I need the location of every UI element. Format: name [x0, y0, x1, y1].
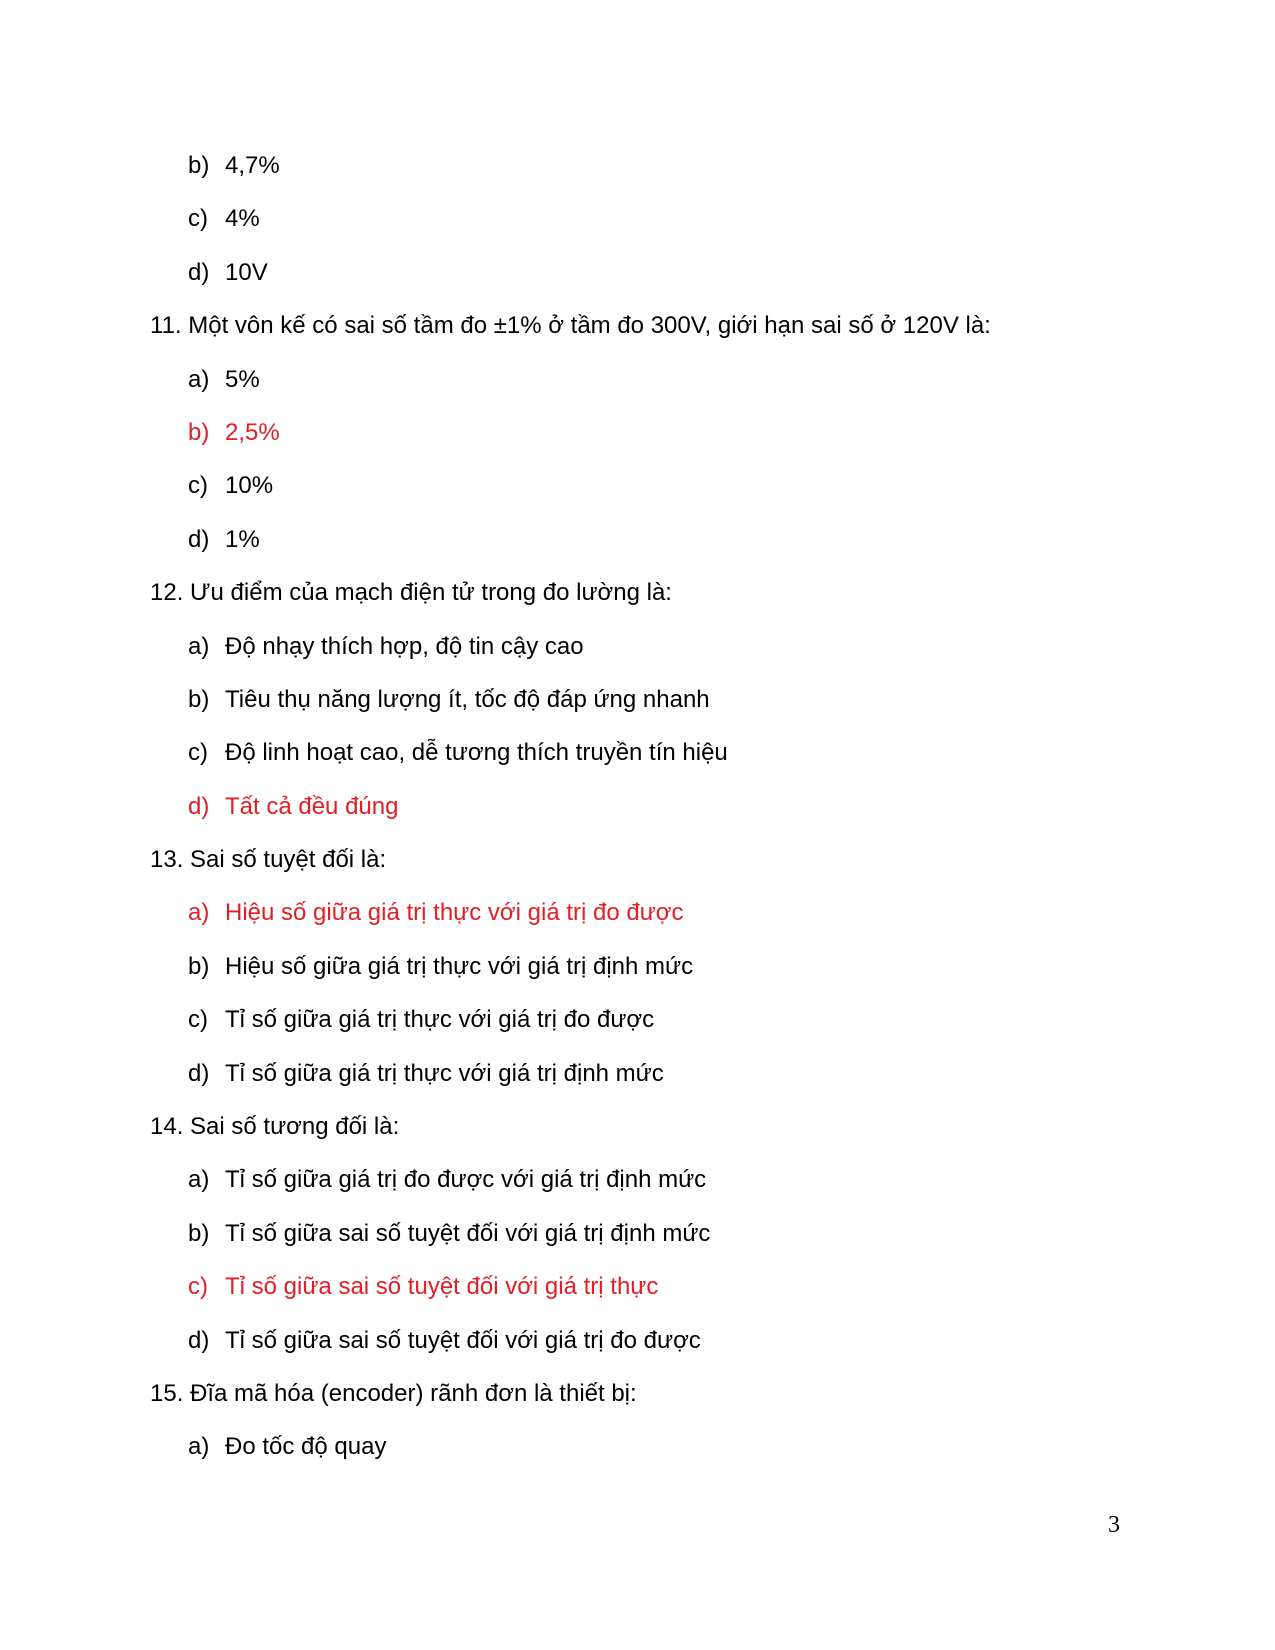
answer-option	[150, 1207, 1150, 1260]
option-text: 1%	[225, 525, 260, 553]
option-text: Độ linh hoạt cao, dễ tương thích truyền tín hiệu	[225, 739, 728, 767]
option-text: Hiệu số giữa giá trị thực với giá trị đo được	[225, 899, 684, 927]
answer-option	[150, 139, 1150, 192]
answer-option	[150, 620, 1150, 673]
answer-option	[150, 993, 1150, 1046]
answer-option	[150, 459, 1150, 512]
answer-option	[150, 673, 1150, 726]
option-text: Tỉ số giữa giá trị thực với giá trị định mức	[225, 1059, 664, 1087]
option-letter: a)	[188, 365, 210, 393]
answer-option	[150, 726, 1150, 779]
option-letter: d)	[188, 1326, 210, 1354]
question-text: 11. Một vôn kế có sai số tầm đo ±1% ở tầm đo 300V, giới hạn sai số ở 120V là:	[150, 312, 991, 340]
option-letter: b)	[188, 685, 210, 713]
option-letter: d)	[188, 792, 210, 820]
option-text: Tỉ số giữa giá trị thực với giá trị đo được	[225, 1006, 655, 1034]
option-text: Tỉ số giữa giá trị đo được với giá trị định mức	[225, 1166, 707, 1194]
answer-option	[150, 940, 1150, 993]
option-text: Tỉ số giữa sai số tuyệt đối với giá trị thực	[225, 1273, 659, 1301]
option-text: 2,5%	[225, 418, 280, 446]
question-text: 15. Đĩa mã hóa (encoder) rãnh đơn là thiết bị:	[150, 1379, 637, 1407]
option-text: 4,7%	[225, 152, 280, 179]
option-text: Đo tốc độ quay	[225, 1433, 387, 1461]
option-letter: d)	[188, 1059, 210, 1087]
option-text: 5%	[225, 365, 260, 393]
answer-option	[150, 1420, 1150, 1473]
option-text: Tiêu thụ năng lượng ít, tốc độ đáp ứng nhanh	[225, 685, 710, 713]
option-letter: c)	[188, 739, 208, 767]
option-text: 10V	[225, 258, 268, 286]
option-letter: c)	[188, 472, 208, 500]
option-letter: c)	[188, 1273, 208, 1301]
option-text: Tỉ số giữa sai số tuyệt đối với giá trị định mức	[225, 1219, 711, 1247]
option-text: Tất cả đều đúng	[225, 792, 399, 820]
option-letter: a)	[188, 632, 210, 660]
option-letter: d)	[188, 525, 210, 553]
answer-option	[150, 1047, 1150, 1100]
option-text: Tỉ số giữa sai số tuyệt đối với giá trị đo được	[225, 1326, 701, 1354]
answer-option	[150, 406, 1150, 459]
option-letter: c)	[188, 1006, 208, 1034]
answer-option	[150, 246, 1150, 299]
option-letter: d)	[188, 258, 210, 286]
answer-option	[150, 1314, 1150, 1367]
option-letter: b)	[188, 952, 210, 980]
answer-option	[150, 353, 1150, 406]
answer-option	[150, 192, 1150, 245]
option-letter: b)	[188, 418, 210, 446]
option-text: Hiệu số giữa giá trị thực với giá trị định mức	[225, 952, 694, 980]
answer-option	[150, 513, 1150, 566]
option-text: 10%	[225, 472, 274, 500]
option-text: 4%	[225, 205, 260, 233]
answer-option	[150, 886, 1150, 939]
option-letter: b)	[188, 1219, 210, 1247]
page-number: 3	[1108, 1512, 1120, 1538]
option-letter: a)	[188, 899, 210, 927]
question-text: 13. Sai số tuyệt đối là:	[150, 846, 387, 874]
option-text: Độ nhạy thích hợp, độ tin cậy cao	[225, 632, 584, 660]
question-text: 14. Sai số tương đối là:	[150, 1113, 400, 1141]
answer-option	[150, 1153, 1150, 1206]
option-letter: a)	[188, 1166, 210, 1194]
answer-option	[150, 780, 1150, 833]
question-text: 12. Ưu điểm của mạch điện tử trong đo lường là:	[150, 579, 672, 607]
answer-option	[150, 1260, 1150, 1313]
question-list	[150, 139, 1150, 1474]
option-letter: a)	[188, 1433, 210, 1461]
option-letter: c)	[188, 205, 208, 233]
option-letter: b)	[188, 152, 210, 179]
